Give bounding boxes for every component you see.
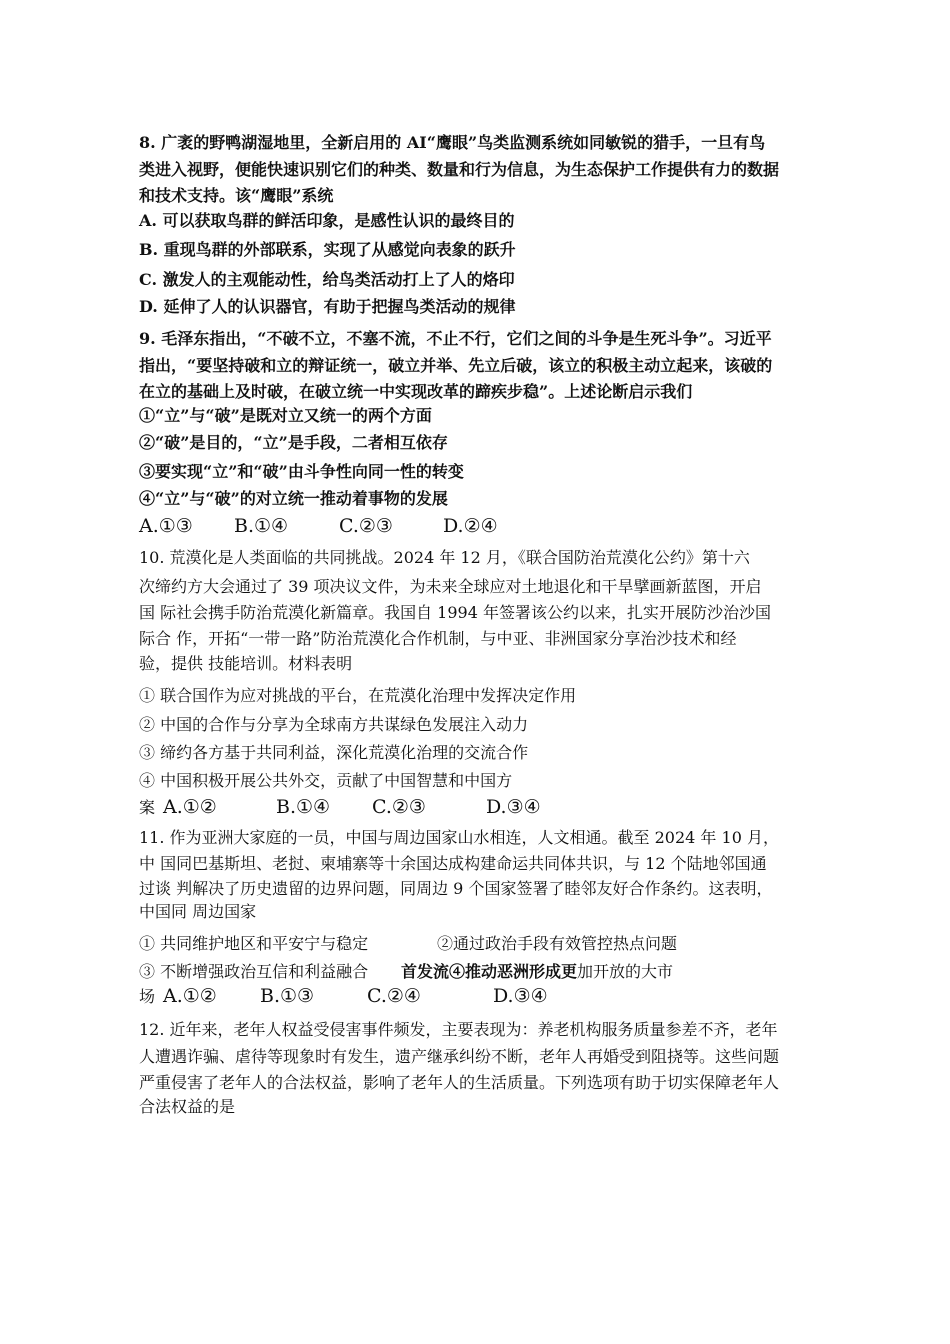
q8-option-a: A. 可以获取鸟群的鲜活印象，是感性认识的最终目的 <box>139 211 515 230</box>
q12-stem-line-3: 严重侵害了老年人的合法权益，影响了老年人的生活质量。下列选项有助于切实保障老年人 <box>139 1073 780 1092</box>
q10-choice-b: B.①④ <box>276 796 331 818</box>
q10-item-3: ③ 缔约各方基于共同利益，深化荒漠化治理的交流合作 <box>139 743 529 762</box>
q8-stem-line-2: 类进入视野，便能快速识别它们的种类、数量和行为信息，为生态保护工作提供有力的数据 <box>139 160 780 179</box>
q11-item-row-1 <box>139 934 677 954</box>
q10-choice-a: A.①② <box>163 796 217 818</box>
q9-stem-line-2: 指出，“要坚持破和立的辩证统一，破立并举、先立后破，该立的积极主动立起来，该破的 <box>139 356 773 375</box>
q9-choice-a: A.①③ <box>139 515 193 537</box>
q11-choice-a: A.①② <box>163 985 217 1007</box>
q10-item-2: ② 中国的合作与分享为全球南方共谋绿色发展注入动力 <box>139 715 529 734</box>
q11-choices <box>139 986 548 1007</box>
q10-stem-line-4: 际合 作，开拓“一带一路”防治荒漠化合作机制，与中亚、非洲国家分享治沙技术和经 <box>139 629 737 648</box>
q9-item-4: ④“立”与“破”的对立统一推动着事物的发展 <box>139 489 448 508</box>
q11-stem-line-2: 中 国同巴基斯坦、老挝、柬埔寨等十余国达成构建命运共同体共识，与 12 个陆地邻国通 <box>139 854 767 873</box>
q10-stem-line-1: 10. 荒漠化是人类面临的共同挑战。2024 年 12 月，《联合国防治荒漠化公约》第十六 <box>139 548 750 567</box>
q12-stem-line-1: 12. 近年来，老年人权益受侵害事件频发，主要表现为：养老机构服务质量参差不齐，老年 <box>139 1020 778 1039</box>
q8-option-b: B. 重现鸟群的外部联系，实现了从感觉向表象的跃升 <box>139 240 516 259</box>
q10-choices <box>139 797 541 818</box>
q8-stem-line-3: 和技术支持。该“鹰眼”系统 <box>139 186 334 205</box>
q9-choice-d: D.②④ <box>443 515 498 537</box>
q11-stem-line-4: 中国同 周边国家 <box>139 902 257 921</box>
q9-item-1: ①“立”与“破”是既对立又统一的两个方面 <box>139 406 432 425</box>
q11-choice-c: C.②④ <box>367 985 421 1007</box>
q11-choice-d: D.③④ <box>493 985 548 1007</box>
q10-stem-line-2: 次缔约方大会通过了 39 项决议文件，为未来全球应对土地退化和干旱擘画新蓝图，开启 <box>139 577 762 596</box>
q9-choice-b: B.①④ <box>234 515 289 537</box>
q10-item-1: ① 联合国作为应对挑战的平台，在荒漠化治理中发挥决定作用 <box>139 686 577 705</box>
q10-prefix: 案 <box>139 798 156 817</box>
q11-prefix: 场 <box>139 987 156 1006</box>
q11-item-2: ②通过政治手段有效管控热点问题 <box>437 934 678 953</box>
q11-choice-b: B.①③ <box>260 985 315 1007</box>
q11-item-3-overlay: 首发流④推动恶洲形成更 <box>401 962 578 981</box>
q9-item-3: ③要实现“立”和“破”由斗争性向同一性的转变 <box>139 462 464 481</box>
q9-stem-line-3: 在立的基础上及时破，在破立统一中实现改革的蹄疾步稳”。上述论断启示我们 <box>139 382 693 401</box>
q8-stem-line-1: 8. 广袤的野鸭湖湿地里，全新启用的 AI“鹰眼”鸟类监测系统如同敏锐的猎手，一旦有鸟 <box>139 133 766 152</box>
q11-stem-line-3: 过谈 判解决了历史遗留的边界问题，同周边 9 个国家签署了睦邻友好合作条约。这表明， <box>139 879 773 898</box>
q11-item-row-2 <box>139 962 673 982</box>
q10-choice-d: D.③④ <box>486 796 541 818</box>
q10-stem-line-5: 验，提供 技能培训。材料表明 <box>139 654 353 673</box>
q9-item-2: ②“破”是目的，“立”是手段，二者相互依存 <box>139 433 448 452</box>
q8-option-d: D. 延伸了人的认识器官，有助于把握鸟类活动的规律 <box>139 297 516 316</box>
q12-stem-line-4: 合法权益的是 <box>139 1097 236 1116</box>
q9-choice-c: C.②③ <box>339 515 393 537</box>
q9-stem-line-1: 9. 毛泽东指出，“不破不立，不塞不流，不止不行，它们之间的斗争是生死斗争”。习近平 <box>139 329 772 348</box>
q11-stem-line-1: 11. 作为亚洲大家庭的一员，中国与周边国家山水相连，人文相通。截至 2024 年 10 月， <box>139 828 779 847</box>
q10-item-4: ④ 中国积极开展公共外交，贡献了中国智慧和中国方 <box>139 771 513 790</box>
q11-item-4-tail: 加开放的大市 <box>577 962 674 981</box>
q10-stem-line-3: 国 际社会携手防治荒漠化新篇章。我国自 1994 年签署该公约以来，扎实开展防沙治沙国 <box>139 603 771 622</box>
q12-stem-line-2: 人遭遇诈骗、虐待等现象时有发生，遗产继承纠纷不断，老年人再婚受到阻挠等。这些问题 <box>139 1047 780 1066</box>
q8-option-c: C. 激发人的主观能动性，给鸟类活动打上了人的烙印 <box>139 270 515 289</box>
q10-choice-c: C.②③ <box>372 796 426 818</box>
q9-choices <box>139 516 498 536</box>
q11-item-1: ① 共同维护地区和平安宁与稳定 <box>139 934 369 953</box>
q11-item-3: ③ 不断增强政治互信和利益融合 <box>139 962 369 981</box>
